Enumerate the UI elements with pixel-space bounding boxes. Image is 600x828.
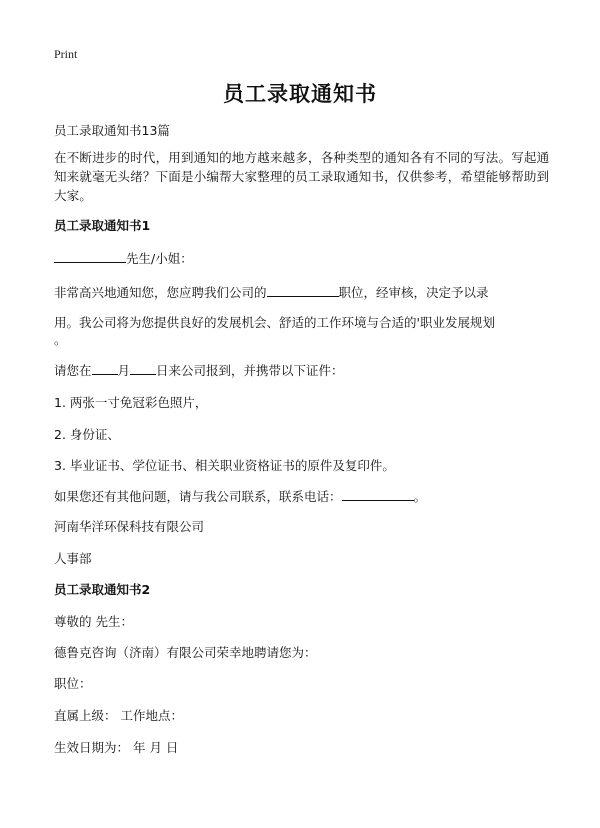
contact-text-b: 。: [413, 489, 427, 504]
print-link[interactable]: Print: [54, 47, 78, 61]
letter1-item1: 1. 两张一寸免冠彩色照片，: [54, 395, 208, 410]
report-text-c: 日来公司报到，并携带以下证件：: [156, 363, 344, 378]
letter2-line3: 直属上级： 工作地点：: [54, 708, 183, 723]
name-blank: [54, 250, 126, 263]
contact-text-a: 如果您还有其他问题，请与我公司联系，联系电话：: [54, 489, 342, 504]
position-blank: [267, 284, 339, 297]
document-subtitle: 员工录取通知书13篇: [54, 123, 170, 138]
month-blank: [92, 362, 118, 375]
letter1-contact-line: [54, 487, 426, 505]
page-title: 员工录取通知书: [223, 82, 377, 106]
letter1-heading: 员工录取通知书1: [54, 218, 151, 233]
day-blank: [130, 362, 156, 375]
letter1-salutation: [54, 249, 193, 267]
letter2-line4: 生效日期为： 年 月 日: [54, 740, 179, 755]
letter1-para1-line2: 用。我公司将为您提供良好的发展机会、舒适的工作环境与合适的'职业发展规划: [54, 315, 495, 330]
letter1-report-line: [54, 361, 344, 379]
letter1-dept: 人事部: [54, 551, 92, 566]
letter1-item3: 3. 毕业证书、学位证书、相关职业资格证书的原件及复印件。: [54, 458, 395, 473]
intro-paragraph: 在不断进步的时代，用到通知的地方越来越多，各种类型的通知各有不同的写法。写起通知来就毫无头绪？下面是小编帮大家整理的员工录取通知书，仅供参考，希望能够帮助到大家。: [54, 150, 550, 203]
letter2-line2: 职位：: [54, 676, 92, 691]
para1-text-b: 职位，经审核，决定予以录: [338, 285, 489, 300]
report-text-a: 请您在: [54, 363, 92, 378]
para1-text-a: 非常高兴地通知您，您应聘我们公司的: [54, 285, 267, 300]
letter1-item2: 2. 身份证、: [54, 427, 120, 442]
letter2-heading: 员工录取通知书2: [54, 582, 151, 597]
phone-blank: [342, 488, 414, 501]
report-text-b: 月: [117, 363, 131, 378]
letter1-company: 河南华洋环保科技有限公司: [54, 519, 205, 534]
letter1-para1-line3: 。: [54, 332, 67, 347]
letter2-line1: 德鲁克咨询（济南）有限公司荣幸地聘请您为：: [54, 645, 317, 660]
letter1-para1-line1: [54, 283, 489, 301]
salutation-suffix: 先生/小姐：: [126, 251, 193, 266]
letter2-salutation: 尊敬的 先生：: [54, 614, 133, 629]
